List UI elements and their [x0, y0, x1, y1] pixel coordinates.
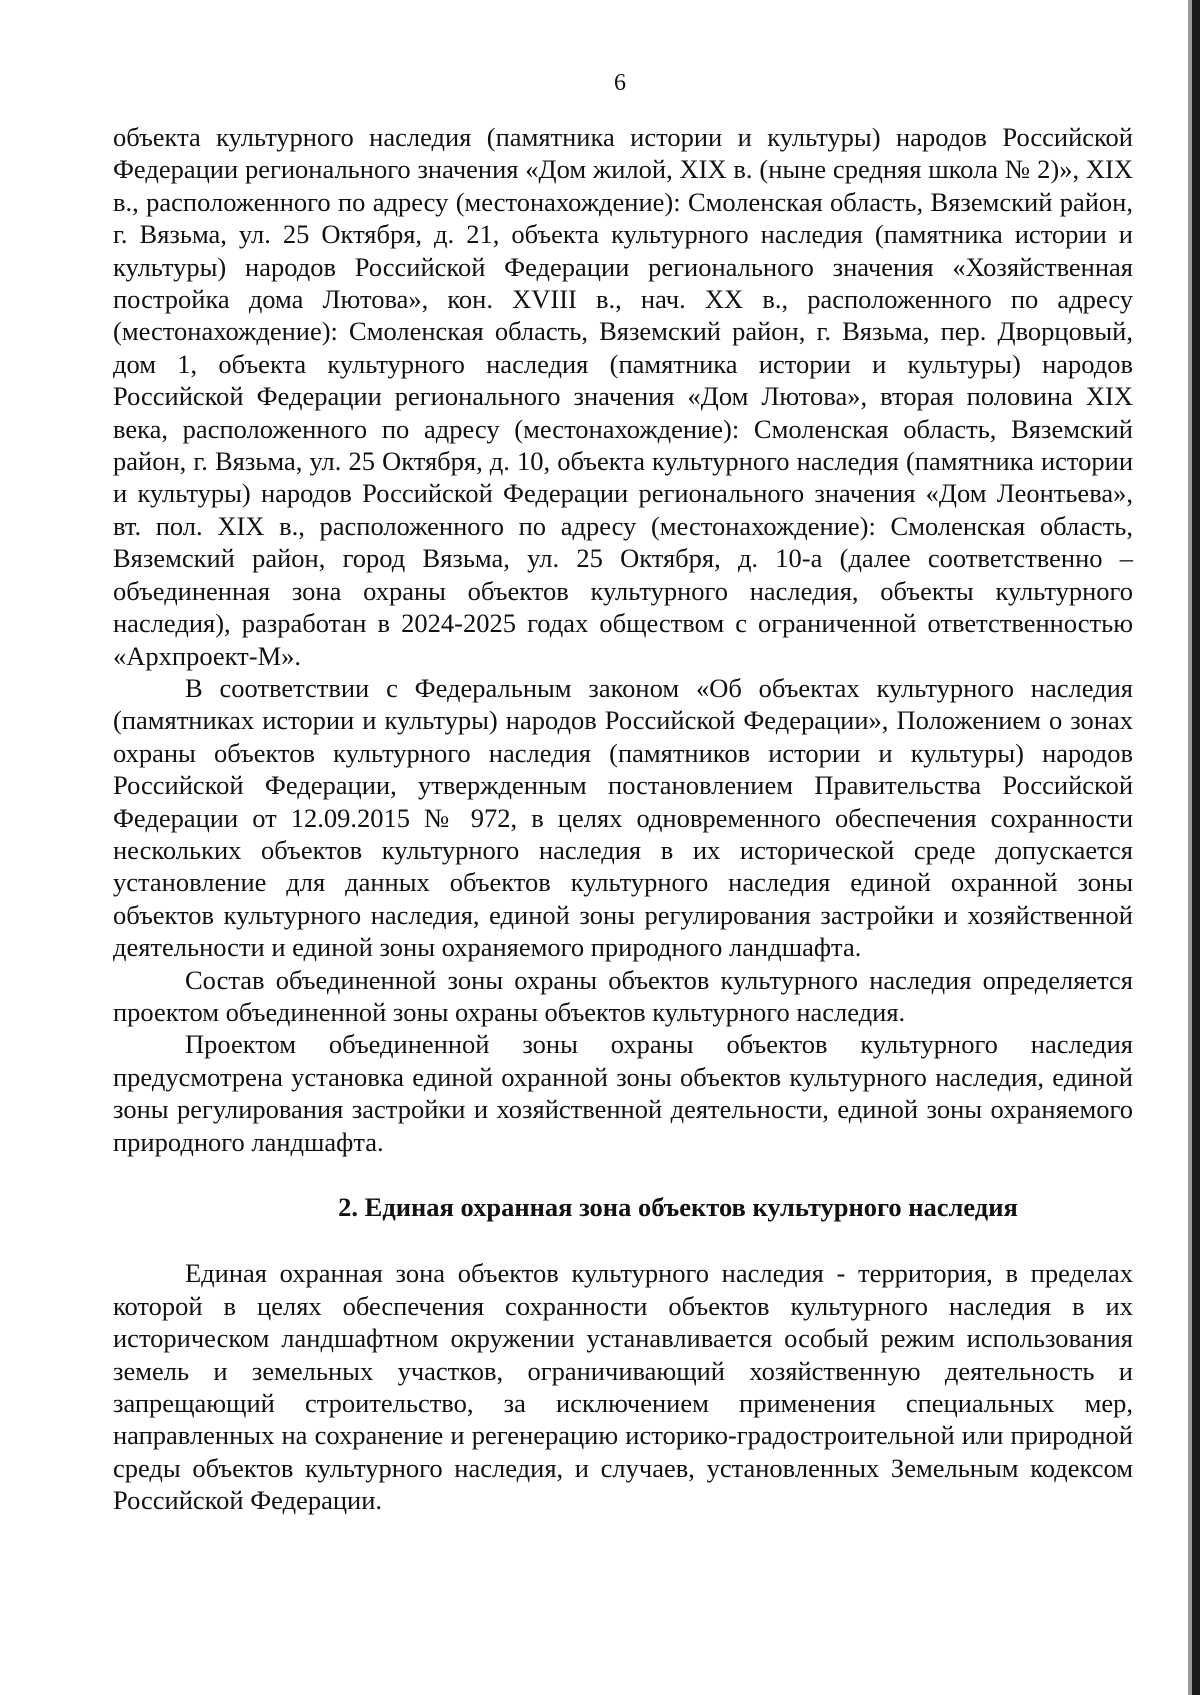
page-number: 6	[614, 70, 626, 96]
document-body	[113, 121, 1133, 1517]
paragraph-protection-zone: Единая охранная зона объектов культурного наследия - территория, в пределах которой в целях обеспечения сохранности объектов культурного наследия в их историческом ландшафтном окружении устанавливается особый режим использования земель и земельных участков, ограничивающий хозяйственную деятельность и запрещающий строительство, за исключением применения специальных мер, направленных на сохранение и регенерацию историко-градостроительной или природной среды объектов культурного наследия, и случаев, установленных Земельным кодексом Российской Федерации.	[113, 1258, 1133, 1516]
paragraph-legal-basis: В соответствии с Федеральным законом «Об объектах культурного наследия (памятниках истории и культуры) народов Российской Федерации», Положением о зонах охраны объектов культурного наследия (памятников истории и культуры) народов Российской Федерации, утвержденным постановлением Правительства Российской Федерации от 12.09.2015 № 972, в целях одновременного обеспечения сохранности нескольких объектов культурного наследия в их исторической среде допускается установление для данных объектов культурного наследия единой охранной зоны объектов культурного наследия, единой зоны регулирования застройки и хозяйственной деятельности и единой зоны охраняемого природного ландшафта.	[113, 672, 1133, 963]
paragraph-continuation: объекта культурного наследия (памятника истории и культуры) народов Российской Федерации регионального значения «Дом жилой, XIX в. (ныне средняя школа № 2)», XIX в., расположенного по адресу (местонахождение): Смоленская область, Вяземский район, г. Вязьма, ул. 25 Октября, д. 21, объекта культурного наследия (памятника истории и культуры) народов Российской Федерации регионального значения «Хозяйственная постройка дома Лютова», кон. XVIII в., нач. XX в., расположенного по адресу (местонахождение): Смоленская область, Вяземский район, г. Вязьма, пер. Дворцовый, дом 1, объекта культурного наследия (памятника истории и культуры) народов Российской Федерации регионального значения «Дом Лютова», вторая половина XIX века, расположенного по адресу (местонахождение): Смоленская область, Вяземский район, г. Вязьма, ул. 25 Октября, д. 10, объекта культурного наследия (памятника истории и культуры) народов Российской Федерации регионального значения «Дом Леонтьева», вт. пол. XIX в., расположенного по адресу (местонахождение): Смоленская область, Вяземский район, город Вязьма, ул. 25 Октября, д. 10-а (далее соответственно – объединенная зона охраны объектов культурного наследия, объекты культурного наследия), разработан в 2024-2025 годах обществом с ограниченной ответственностью «Архпроект-М».	[113, 122, 1133, 671]
paragraph-composition: Состав объединенной зоны охраны объектов культурного наследия определяется проектом объединенной зоны охраны объектов культурного наследия.	[113, 964, 1133, 1027]
scan-edge	[1192, 0, 1200, 1695]
paragraph-project-scope: Проектом объединенной зоны охраны объектов культурного наследия предусмотрена установка единой охранной зоны объектов культурного наследия, единой зоны регулирования застройки и хозяйственной деятельности, единой зоны охраняемого природного ландшафта.	[113, 1029, 1133, 1157]
section-heading: 2. Единая охранная зона объектов культурного наследия	[338, 1192, 1018, 1222]
